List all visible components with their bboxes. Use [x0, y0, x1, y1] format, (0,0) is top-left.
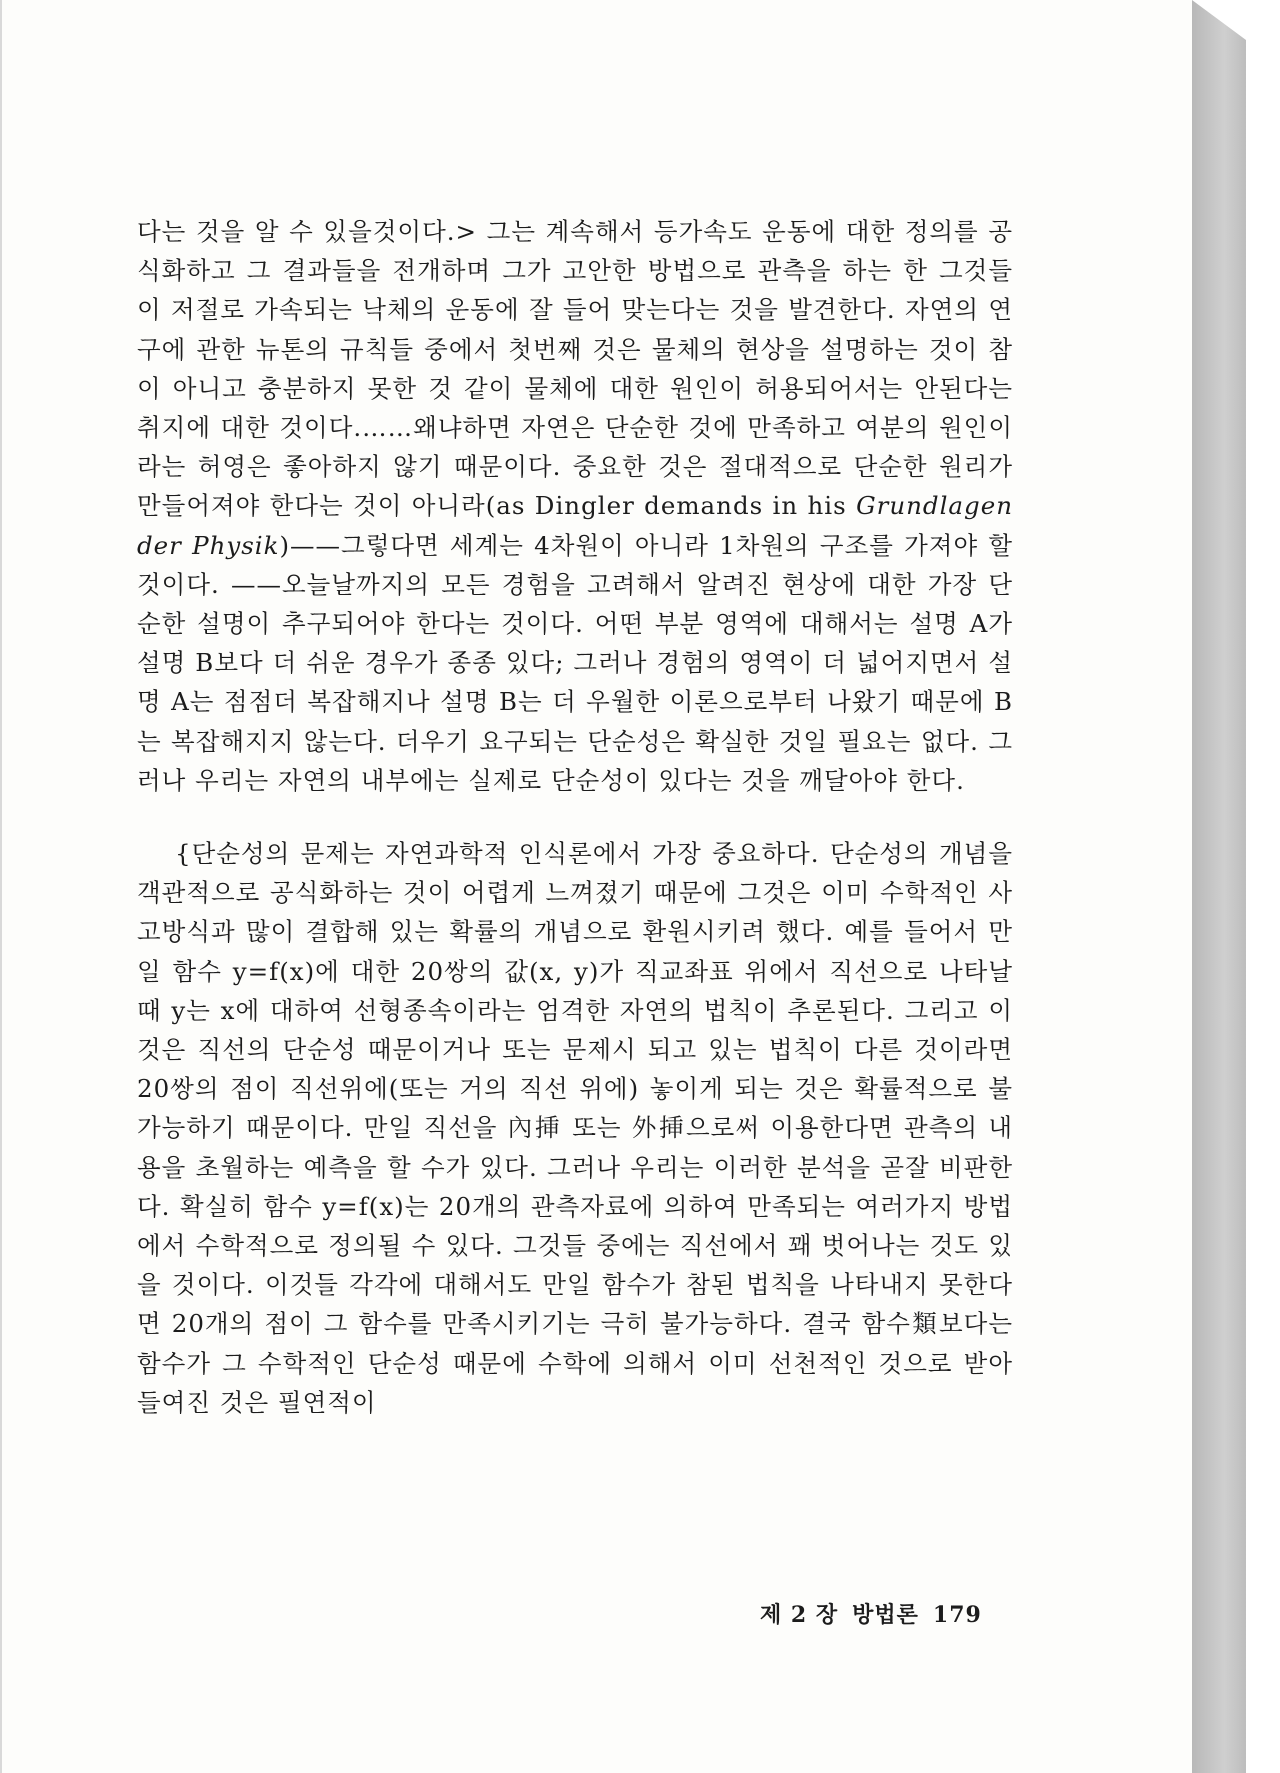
paragraph-2: {단순성의 문제는 자연과학적 인식론에서 가장 중요하다. 단순성의 개념을 객관적으로 공식화하는 것이 어렵게 느껴졌기 때문에 그것은 이미 수학적인 사고방식과 많이 결합해 있는 확률의 개념으로 환원시키려 했다. 예를 들어서 만일 함수 y=f(x)에 대한 20쌍의 값(x, y)가 직교좌표 위에서 직선으로 나타날 때 y는 x에 대하여 선형종속이라는 엄격한 자연의 법칙이 추론된다. 그리고 이것은 직선의 단순성 때문이거나 또는 문제시 되고 있는 법칙이 다른 것이라면 20쌍의 점이 직선위에(또는 거의 직선 위에) 놓이게 되는 것은 확률적으로 불가능하기 때문이다. 만일 직선을 內挿 또는 外挿으로써 이용한다면 관측의 내용을 초월하는 예측을 할 수가 있다. 그러나 우리는 이러한 분석을 곧잘 비판한다. 확실히 함수 y=f(x)는 20개의 관측자료에 의하여 만족되는 여러가지 방법에서 수학적으로 정의될 수 있다. 그것들 중에는 직선에서 꽤 벗어나는 것도 있을 것이다. 이것들 각각에 대해서도 만일 함수가 참된 법칙을 나타내지 못한다면 20개의 점이 그 함수를 만족시키기는 극히 불가능하다. 결국 함수類보다는 함수가 그 수학적인 단순성 때문에 수학에 의해서 이미 선천적인 것으로 받아들여진 것은 필연적이	[137, 839, 1013, 1417]
paragraph-1-continuation: )——그렇다면 세계는 4차원이 아니라 1차원의 구조를 가져야 할 것이다. ——오늘날까지의 모든 경험을 고려해서 알려진 현상에 대한 가장 단순한 설명이 추구되어야 한다는 것이다. 어떤 부분 영역에 대해서는 설명 A가 설명 B보다 더 쉬운 경우가 종종 있다; 그러나 경험의 영역이 더 넓어지면서 설명 A는 점점더 복잡해지나 설명 B는 더 우월한 이론으로부터 나왔기 때문에 B는 복잡해지지 않는다. 더우기 요구되는 단순성은 확실한 것일 필요는 없다. 그러나 우리는 자연의 내부에는 실제로 단순성이 있다는 것을 깨달아야 한다.	[137, 530, 1013, 795]
chapter-label: 제 2 장	[760, 1602, 839, 1628]
chapter-title: 방법론	[852, 1602, 919, 1628]
book-spine-corner	[1192, 0, 1246, 40]
paragraph-1	[137, 212, 1013, 800]
paragraph-1-text: 다는 것을 알 수 있을것이다.> 그는 계속해서 등가속도 운동에 대한 정의를 공식화하고 그 결과들을 전개하며 그가 고안한 방법으로 관측을 하는 한 그것들이 저절로 가속되는 낙체의 운동에 잘 들어 맞는다는 것을 발견한다. 자연의 연구에 관한 뉴톤의 규칙들 중에서 첫번째 것은 물체의 현상을 설명하는 것이 참이 아니고 충분하지 못한 것 같이 물체에 대한 원인이 허용되어서는 안된다는 취지에 대한 것이다.……왜냐하면 자연은 단순한 것에 만족하고 여분의 원인이라는 허영은 좋아하지 않기 때문이다. 중요한 것은 절대적으로 단순한 원리가 만들어져야 한다는 것이 아니라(as Dingler demands in his	[137, 217, 1013, 521]
running-footer	[760, 1598, 996, 1629]
paragraph-1-book-title: Grundlagen der Physik	[137, 491, 1013, 560]
page-number: 179	[932, 1602, 982, 1628]
page-body	[137, 212, 1013, 1422]
book-spine	[1192, 0, 1246, 1773]
